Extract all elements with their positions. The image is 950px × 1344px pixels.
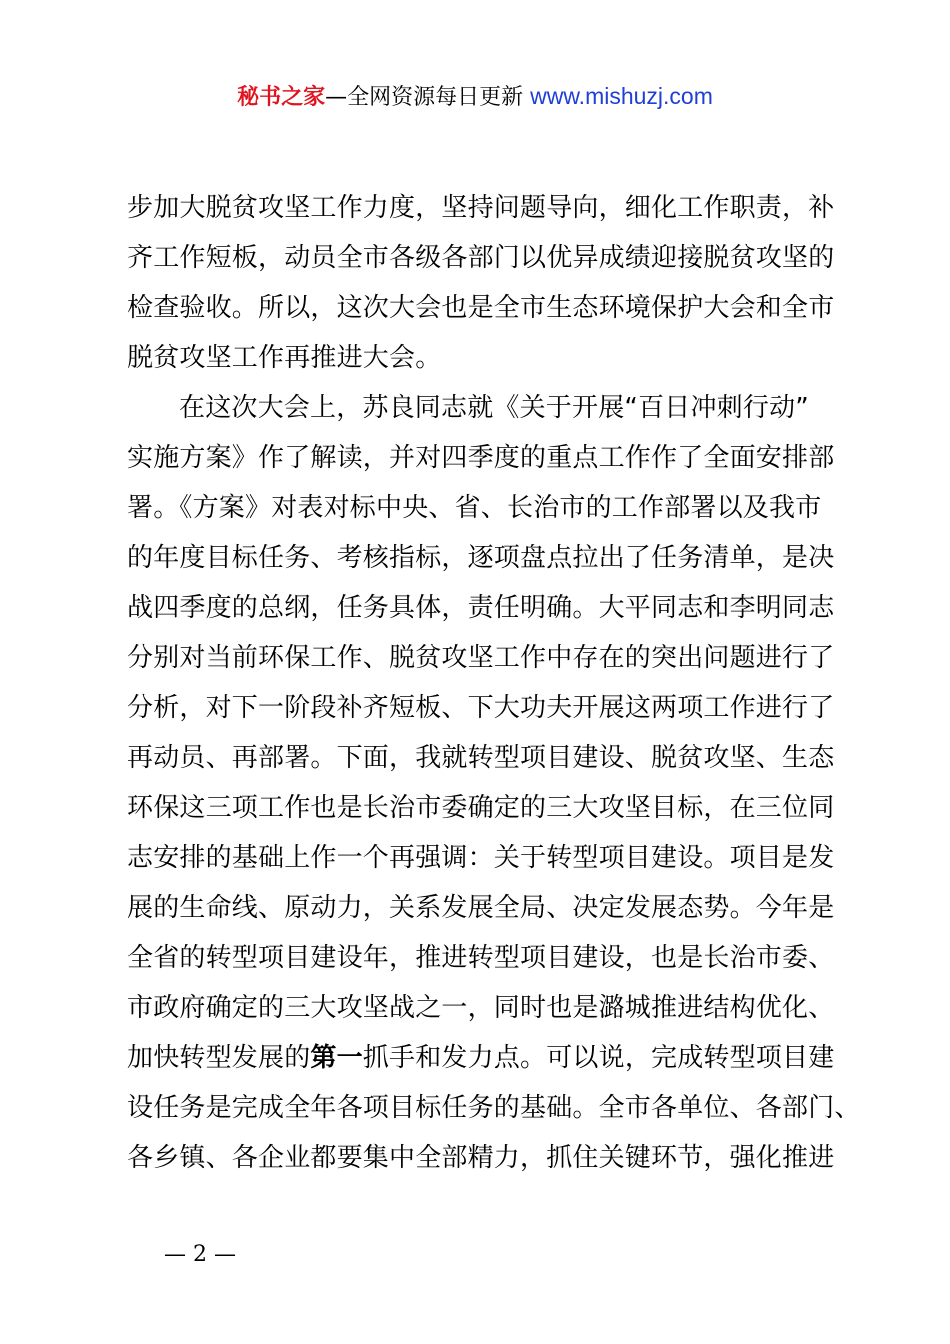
text-line: 志安排的基础上作一个再强调：关于转型项目建设。项目是发 bbox=[127, 843, 835, 873]
text-line: 步加大脱贫攻坚工作力度，坚持问题导向，细化工作职责，补 bbox=[127, 193, 835, 223]
site-header bbox=[0, 80, 950, 114]
text-line: 署。《方案》对表对标中央、省、长治市的工作部署以及我市 bbox=[127, 493, 822, 523]
text-line: 再动员、再部署。下面，我就转型项目建设、脱贫攻坚、生态 bbox=[127, 743, 835, 773]
text-line: 的年度目标任务、考核指标，逐项盘点拉出了任务清单，是决 bbox=[127, 543, 835, 573]
text-line: 全省的转型项目建设年，推进转型项目建设，也是长治市委、 bbox=[127, 943, 835, 973]
bold-emphasis: 第一 bbox=[310, 1043, 363, 1073]
text-line: 齐工作短板，动员全市各级各部门以优异成绩迎接脱贫攻坚的 bbox=[127, 243, 835, 273]
text-line: 检查验收。所以，这次大会也是全市生态环境保护大会和全市 bbox=[127, 293, 835, 323]
text-line: 展的生命线、原动力，关系发展全局、决定发展态势。今年是 bbox=[127, 893, 835, 923]
text-line-with-bold bbox=[127, 1033, 847, 1083]
text-line: 分析，对下一阶段补齐短板、下大功夫开展这两项工作进行了 bbox=[127, 693, 835, 723]
text-line: 各乡镇、各企业都要集中全部精力，抓住关键环节，强化推进 bbox=[127, 1143, 835, 1173]
site-url-link[interactable]: www.mishuzj.com bbox=[530, 83, 713, 109]
text-line: 实施方案》作了解读，并对四季度的重点工作作了全面安排部 bbox=[127, 443, 835, 473]
text-line: 脱贫攻坚工作再推进大会。 bbox=[127, 343, 442, 373]
text-line: 设任务是完成全年各项目标任务的基础。全市各单位、各部门、 bbox=[127, 1093, 861, 1123]
text-segment: 加快转型发展的 bbox=[127, 1043, 311, 1073]
text-segment: 抓手和发力点。可以说，完成转型项目建 bbox=[362, 1043, 835, 1073]
document-body bbox=[127, 183, 861, 1183]
paragraph-start-line: 在这次大会上，苏良同志就《关于开展“百日冲刺行动” bbox=[179, 393, 809, 423]
text-line: 分别对当前环保工作、脱贫攻坚工作中存在的突出问题进行了 bbox=[127, 643, 835, 673]
text-line: 市政府确定的三大攻坚战之一，同时也是潞城推进结构优化、 bbox=[127, 993, 835, 1023]
site-tagline: —全网资源每日更新 bbox=[325, 85, 524, 110]
text-line: 环保这三项工作也是长治市委确定的三大攻坚目标，在三位同 bbox=[127, 793, 835, 823]
text-line: 战四季度的总纲，任务具体，责任明确。大平同志和李明同志 bbox=[127, 593, 835, 623]
site-brand: 秘书之家 bbox=[237, 85, 326, 110]
page-number: — 2 — bbox=[164, 1242, 236, 1267]
